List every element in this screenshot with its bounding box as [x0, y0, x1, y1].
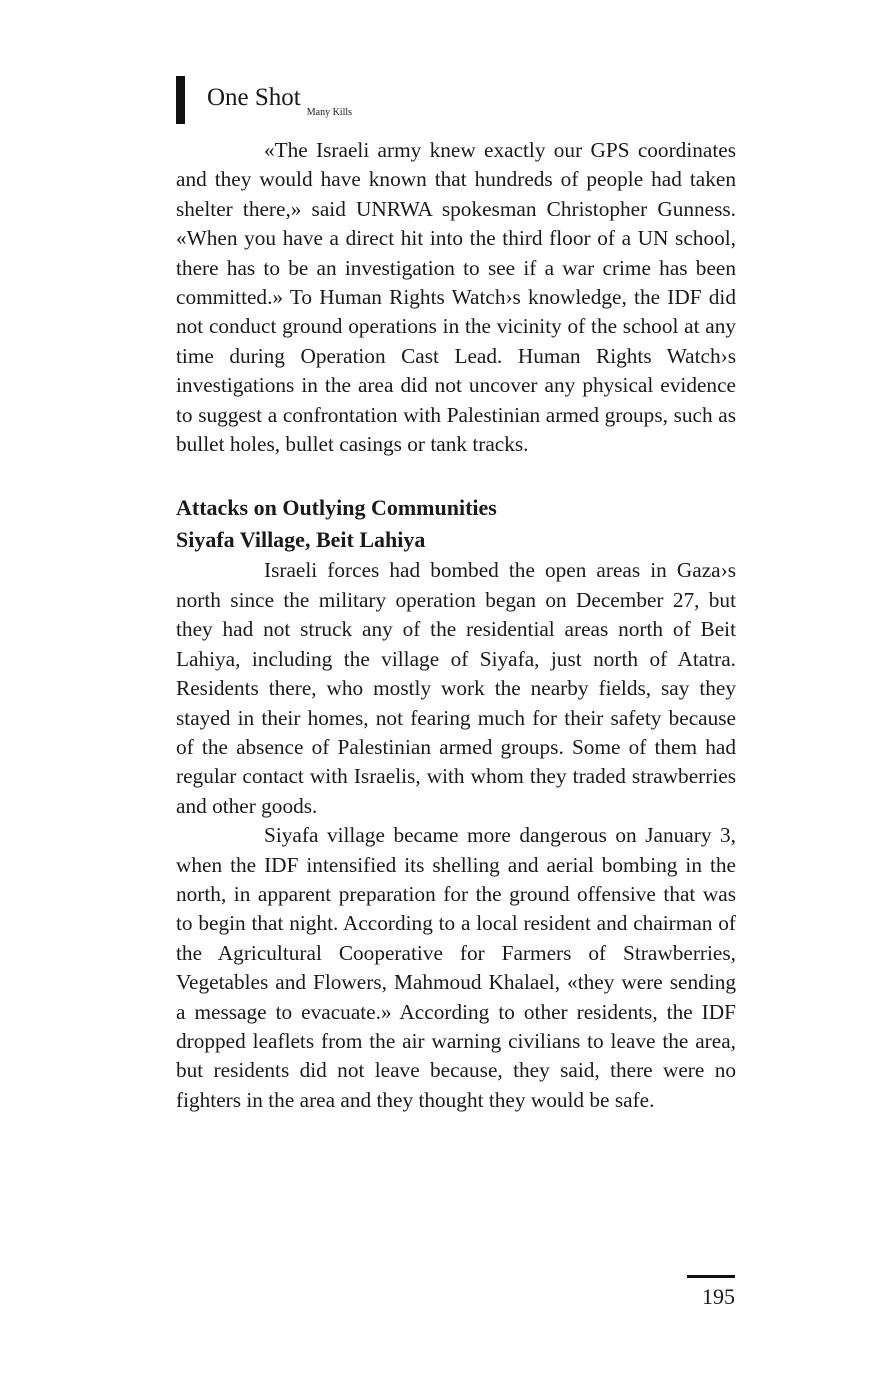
page-footer: [687, 1275, 735, 1308]
subsection-heading: Siyafa Village, Beit Lahiya: [176, 527, 426, 553]
page-body: [176, 136, 736, 1115]
running-head-bar: [176, 76, 185, 124]
page-number: 195: [702, 1284, 735, 1309]
book-subtitle: Many Kills: [306, 107, 353, 118]
running-head: [176, 76, 352, 126]
body-paragraph: «The Israeli army knew exactly our GPS coordinates and they would have known that hundreds of people had taken shelter there,» said UNRWA spokesman Christopher Gunness. «When you have a direct hit into the third floor of a UN school, there has to be an investigation to see if a war crime has been committed.» To Human Rights Watch›s knowledge, the IDF did not conduct ground operations in the vicinity of the school at any time during Operation Cast Lead. Human Rights Watch›s investigations in the area did not uncover any physical evidence to suggest a confrontation with Palestinian armed groups, such as bullet holes, bullet casings or tank tracks.: [176, 138, 736, 457]
body-paragraph: Israeli forces had bombed the open areas in Gaza›s north since the military operation began on December 27, but they had not struck any of the residential areas north of Beit Lahiya, including the village of Siyafa, just north of Atatra. Residents there, who mostly work the nearby fields, say they stayed in their homes, not fearing much for their safety because of the absence of Palestinian armed groups. Some of them had regular contact with Israelis, with whom they traded strawberries and other goods.: [176, 558, 736, 818]
footer-rule: [687, 1275, 735, 1278]
book-title: One Shot: [207, 84, 301, 111]
body-paragraph: Siyafa village became more dangerous on January 3, when the IDF intensified its shelling and aerial bombing in the north, in apparent preparation for the ground offensive that was to begin that night. According to a local resident and chairman of the Agricultural Cooperative for Farmers of Strawberries, Vegetables and Flowers, Mahmoud Khalael, «they were sending a message to evacuate.» According to other residents, the IDF dropped leaflets from the air warning civilians to leave the area, but residents did not leave because, they said, there were no fighters in the area and they thought they would be safe.: [176, 823, 736, 1112]
section-heading: Attacks on Outlying Communities: [176, 495, 497, 521]
